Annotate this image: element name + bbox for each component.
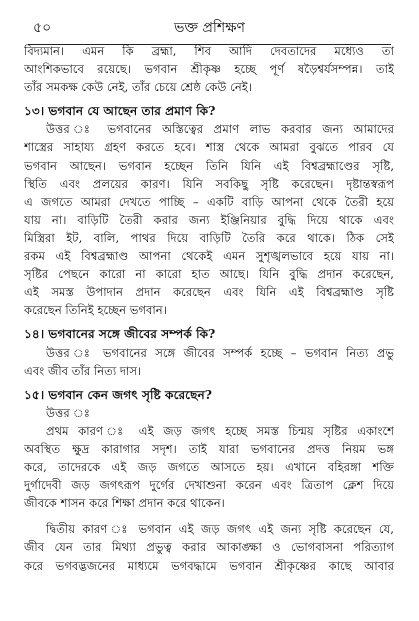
- question-heading: ১৫। ভগবান কেন জগৎ সৃষ্টি করেছেন?: [24, 387, 212, 402]
- text-line: বিদ্যমান। এমন কি ব্রহ্মা, শিব আদি দেবতাদের মধ্যেও তা: [24, 44, 394, 58]
- question-heading: ১৩। ভগবান যে আছেন তার প্রমাণ কি?: [24, 104, 216, 119]
- text-line: যায় না। বাড়িটি তৈরী করার জন্য ইঞ্জিনিয়ার বুদ্ধি দিয়ে থাকে এবং: [24, 212, 394, 227]
- page-header: [0, 8, 419, 38]
- text-line: উত্তর ঃ ভগবানের অস্তিত্বের প্রমাণ লাভ করবার জন্য আমাদের: [46, 122, 394, 137]
- text-line: উত্তর ঃ ভগবানের সঙ্গে জীবের সম্পর্ক হচ্ছে – ভগবান নিত্য প্রভু: [46, 345, 394, 360]
- text-line: আংশিকভাবে রয়েছে। ভগবান শ্রীকৃষ্ণ হচ্ছে পূর্ণ ষড়ৈশ্বর্যসম্পন্ন। তাই: [24, 62, 394, 77]
- text-line: সৃষ্টির পেছনে কারো না কারো হাত আছে। যিনি বুদ্ধি প্রদান করেছেন,: [24, 267, 394, 282]
- page-body: [24, 42, 394, 575]
- text-line: এ জগতে আমরা দেখতে পাচ্ছি – একটি বাড়ি আপনা থেকে তৈরী হয়ে: [24, 194, 394, 209]
- text-line: তাঁর সমকক্ষ কেউ নেই, তাঁর চেয়ে শ্রেষ্ঠ কেউ নেই।: [24, 80, 252, 95]
- text-line: দুর্গাদেবী জড় জগৎরূপ দুর্গের দেখাশুনা করেন এবং ত্রিতাপ ক্লেশ দিয়ে: [24, 478, 394, 493]
- text-line: জীবকে শাসন করে শিক্ষা প্রদান করে থাকেন।: [24, 496, 225, 511]
- page-number: ৫০: [33, 20, 52, 36]
- text-line: রকম এই বিশ্বব্রহ্মাণ্ড আপনা থেকেই এমন সুশৃঙ্খলভাবে হয়ে যায় না।: [24, 249, 394, 264]
- text-line: করে ভগবদ্ভজনের মাধ্যমে ভগবদ্ধামে ভগবান শ্রীকৃষ্ণের কাছে আবার: [24, 558, 394, 573]
- text-line: করেছেন তিনিই হচ্ছেন ভগবান।: [24, 303, 167, 318]
- running-head: ভক্ত প্রশিক্ষণ: [173, 20, 246, 36]
- text-line: ভগবান আছেন। ভগবান হচ্ছেন তিনি যিনি এই বিশ্বব্রহ্মাণ্ডের সৃষ্টি,: [24, 158, 394, 173]
- text-line: স্থিতি এবং প্রলয়ের কারণ। যিনি সবকিছু সৃষ্টি করেছেন। দৃষ্টান্তস্বরূপ: [24, 176, 394, 191]
- text-line: এই সমস্ত উপাদান প্রদান করেছেন এবং যিনি এই বিশ্বব্রহ্মাণ্ড সৃষ্টি: [24, 285, 394, 300]
- text-line: করে, তাদেরকে এই জড় জগতে আসতে হয়। এখানে বহিরঙ্গা শক্তি: [24, 460, 394, 475]
- text-line: জীব যেন তার মিথ্যা প্রভুত্ব করার আকাঙ্ক্ষা ও ভোগবাসনা পরিত্যাগ: [24, 540, 394, 555]
- text-line: দ্বিতীয় কারণ ঃ ভগবান এই জড় জগৎ এই জন্য সৃষ্টি করেছেন যে,: [46, 522, 394, 537]
- text-line: অবস্থিত ক্ষুদ্র কারাগার সদৃশ। তাই যারা ভগবানের প্রদত্ত নিয়ম ভঙ্গ: [24, 441, 394, 456]
- text-line: শাস্ত্রের সাহায্য গ্রহণ করতে হবে। শাস্ত্র থেকে আমরা বুঝতে পারব যে: [24, 140, 394, 155]
- text-line: এবং জীব তাঁর নিত্য দাস।: [24, 363, 142, 378]
- text-line: উত্তর ঃ: [46, 405, 90, 420]
- text-line: প্রথম কারণ ঃ এই জড় জগৎ হচ্ছে সমস্ত চিন্ময় সৃষ্টির একাংশে: [46, 423, 394, 438]
- question-heading: ১৪। ভগবানের সঙ্গে জীবের সম্পর্ক কি?: [24, 327, 216, 342]
- text-line: মিস্ত্রিরা ইট, বালি, পাথর দিয়ে বাড়িটি তৈরি করে থাকে। ঠিক সেই: [24, 230, 394, 245]
